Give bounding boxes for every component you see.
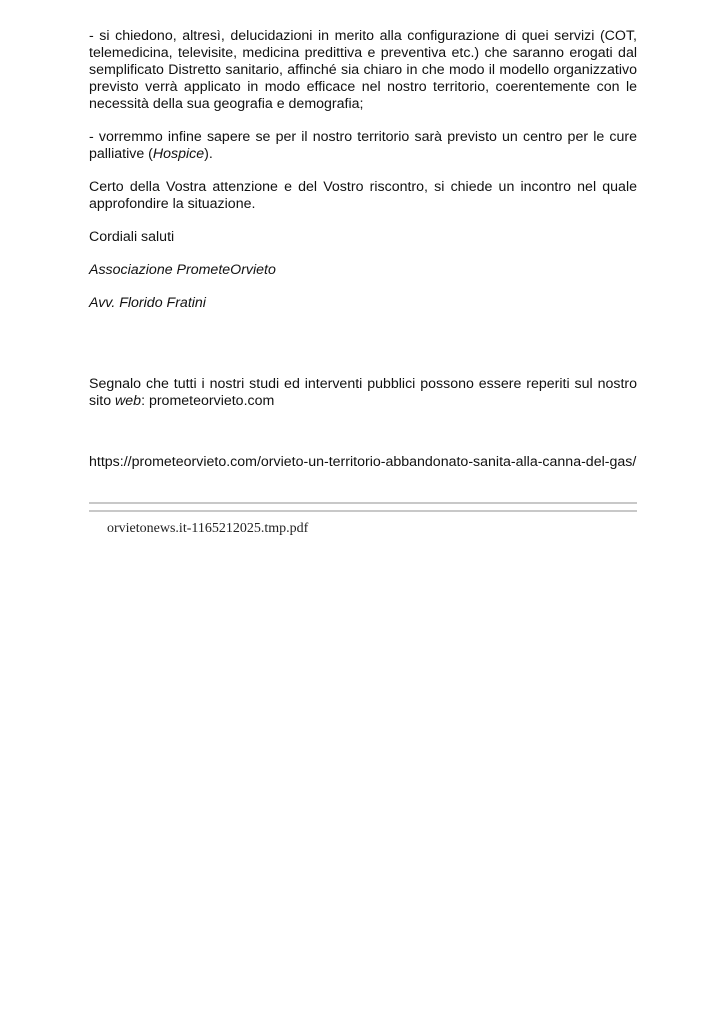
paragraph-hospice-question	[89, 129, 637, 163]
footer-filename: orvietonews.it-1165212025.tmp.pdf	[107, 521, 309, 536]
footer-divider-bottom	[89, 510, 637, 512]
hospice-question-text: - vorremmo infine sapere se per il nostro territorio sarà previsto un centro per le cure palliative (	[89, 129, 637, 162]
article-url[interactable]: https://prometeorvieto.com/orvieto-un-territorio-abbandonato-sanita-alla-canna-del-gas/	[89, 454, 637, 470]
closing-greeting: Cordiali saluti	[89, 229, 175, 245]
association-name: Associazione PrometeOrvieto	[89, 262, 276, 278]
spacer	[89, 426, 637, 454]
website-note-text: Segnalo che tutti i nostri studi ed interventi pubblici possono essere reperiti sul nostro sito	[89, 376, 637, 409]
hospice-question-end: ).	[204, 146, 213, 162]
website-note-domain: : prometeorvieto.com	[141, 393, 275, 409]
spacer	[89, 328, 637, 376]
paragraph-meeting-request: Certo della Vostra attenzione e del Vostro riscontro, si chiede un incontro nel quale approfondire la situazione.	[89, 179, 637, 212]
website-note	[89, 376, 637, 410]
paragraph-services-request: - si chiedono, altresì, delucidazioni in merito alla configurazione di quei servizi (COT, telemedicina, televisite, medicina predittiva e preventiva etc.) che saranno erogati dal semplificato Distretto sanitario, affinché sia chiaro in che modo il modello organizzativo previsto verrà applicato in modo efficace nel nostro territorio, coerentemente con le necessità della sua geografia e demografia;	[89, 28, 637, 112]
web-word: web	[115, 393, 142, 409]
hospice-term: Hospice	[152, 146, 205, 162]
letter-body	[89, 28, 637, 471]
footer-divider-top	[89, 502, 637, 504]
signer-name: Avv. Florido Fratini	[89, 295, 206, 311]
